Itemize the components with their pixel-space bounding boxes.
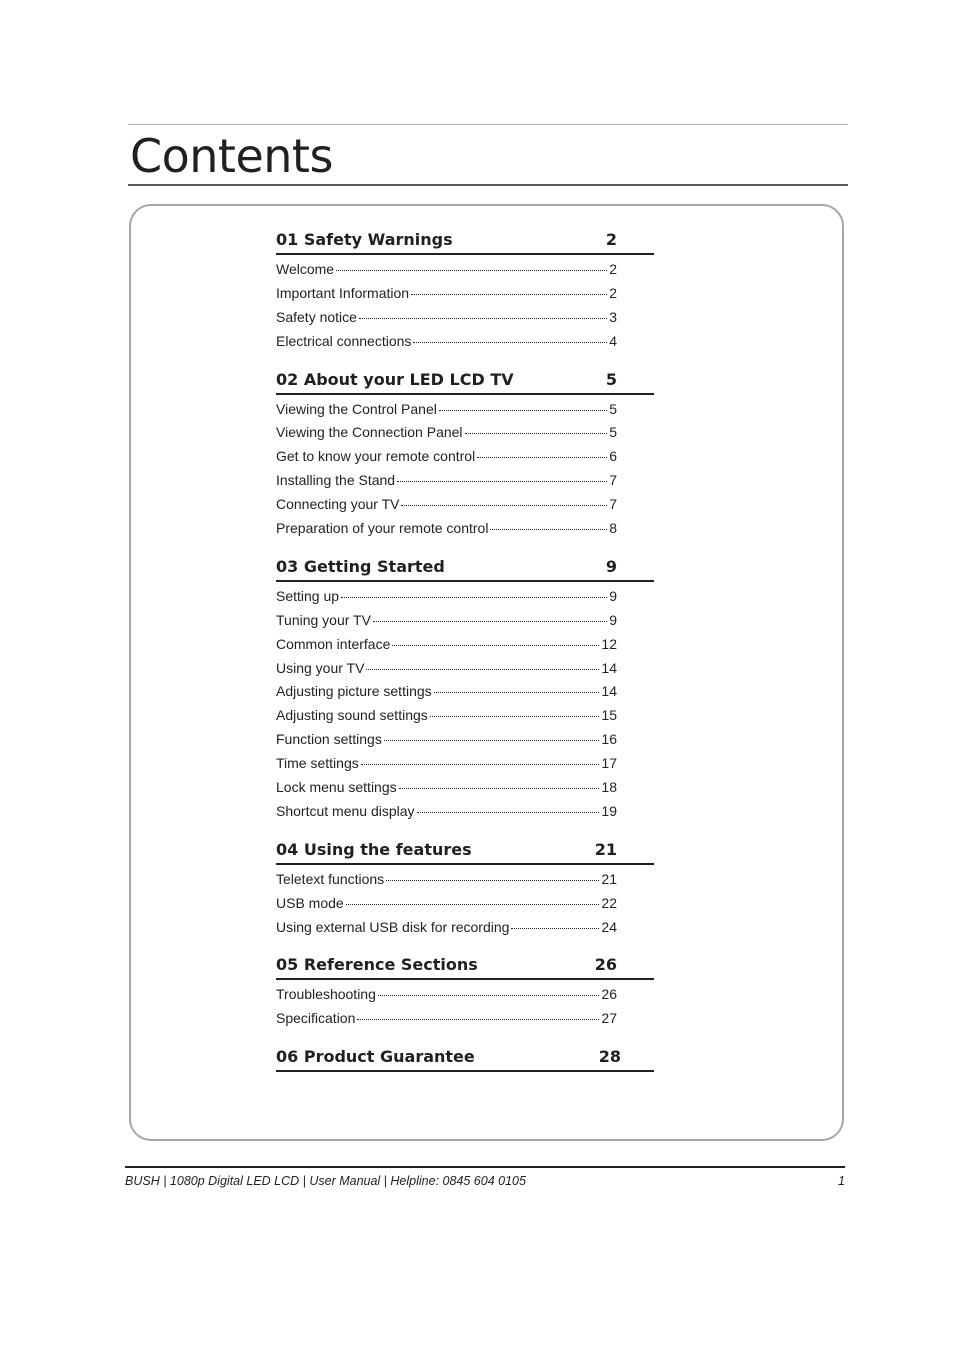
toc-section [276,954,654,1034]
dot-leader [490,529,607,530]
entry-page-number: 26 [601,986,617,1003]
dot-leader [411,294,607,295]
section-heading[interactable] [276,229,654,255]
toc-section [276,1046,654,1072]
toc-section [276,369,654,544]
dot-leader [465,433,608,434]
toc-entry[interactable] [276,612,617,636]
toc-entry[interactable] [276,496,617,520]
dot-leader [359,318,607,319]
entry-label: Common interface [276,635,391,652]
entry-label: Function settings [276,731,382,748]
entry-label: Adjusting picture settings [276,683,432,700]
section-title: 01 Safety Warnings [276,230,453,249]
dot-leader [392,645,599,646]
toc-entry[interactable] [276,285,617,309]
dot-leader [336,270,607,271]
table-of-contents [276,229,654,1084]
entry-label: Using your TV [276,659,365,676]
entry-page-number: 9 [609,587,617,604]
section-page-number: 2 [605,230,617,249]
entry-page-number: 9 [609,611,617,628]
dot-leader [477,457,607,458]
entry-page-number: 5 [609,400,617,417]
entry-page-number: 14 [601,683,617,700]
entry-label: Important Information [276,284,410,301]
entry-label: Shortcut menu display [276,802,415,819]
section-page-number: 28 [598,1047,621,1067]
entry-label: Using external USB disk for recording [276,918,510,935]
entry-label: Specification [276,1010,356,1027]
entry-label: Installing the Stand [276,472,396,489]
entry-label: Viewing the Control Panel [276,400,437,417]
dot-leader [511,928,599,929]
section-heading[interactable] [276,1046,654,1072]
dot-leader [357,1019,599,1020]
toc-entry[interactable] [276,707,617,731]
toc-entry[interactable] [276,309,617,333]
dot-leader [413,342,607,343]
toc-entry[interactable] [276,986,617,1010]
toc-entry[interactable] [276,803,617,827]
entry-label: Tuning your TV [276,611,371,628]
dot-leader [399,788,600,789]
entry-label: Teletext functions [276,870,385,887]
section-page-number: 9 [605,556,617,576]
section-title: 04 Using the features [276,839,472,859]
entry-page-number: 2 [609,261,617,277]
section-entries [276,871,654,943]
section-heading[interactable] [276,839,654,865]
section-title: 06 Product Guarantee [276,1047,475,1067]
section-entries [276,401,654,544]
entry-page-number: 7 [609,472,617,489]
entry-page-number: 12 [601,635,617,652]
entry-label: Connecting your TV [276,496,400,513]
entry-label: Setting up [276,587,340,604]
entry-label: Welcome [276,261,335,277]
section-entries [276,588,654,827]
toc-entry[interactable] [276,588,617,612]
dot-leader [434,692,600,693]
section-page-number: 5 [605,369,617,389]
entry-label: Safety notice [276,308,357,325]
section-heading[interactable] [276,369,654,395]
title-underline [128,184,848,186]
section-title: 05 Reference Sections [276,955,478,975]
toc-entry[interactable] [276,1010,617,1034]
toc-entry[interactable] [276,636,617,660]
section-title: 03 Getting Started [276,556,445,576]
header-rule [128,124,848,125]
section-page-number: 21 [594,839,617,859]
toc-entry[interactable] [276,895,617,919]
entry-page-number: 4 [609,332,617,349]
section-entries [276,986,654,1034]
toc-entry[interactable] [276,871,617,895]
entry-page-number: 3 [609,308,617,325]
page-title: Contents [130,129,333,183]
toc-entry[interactable] [276,919,617,943]
dot-leader [386,880,599,881]
entry-page-number: 22 [601,894,617,911]
section-entries [276,261,654,357]
entry-page-number: 5 [609,424,617,441]
toc-entry[interactable] [276,333,617,357]
entry-page-number: 15 [601,707,617,724]
dot-leader [397,481,607,482]
entry-label: Time settings [276,755,359,772]
footer-rule [125,1166,845,1168]
entry-page-number: 27 [601,1010,617,1027]
entry-page-number: 21 [601,870,617,887]
entry-page-number: 6 [609,448,617,465]
entry-page-number: 24 [601,918,617,935]
toc-entry[interactable] [276,731,617,755]
dot-leader [439,410,607,411]
section-page-number: 26 [594,955,617,975]
entry-label: Troubleshooting [276,986,376,1003]
entry-label: Lock menu settings [276,779,397,796]
entry-label: Get to know your remote control [276,448,476,465]
dot-leader [341,597,607,598]
entry-label: Viewing the Connection Panel [276,424,463,441]
section-heading[interactable] [276,556,654,582]
entry-page-number: 8 [609,520,617,537]
dot-leader [430,716,600,717]
entry-page-number: 18 [601,779,617,796]
entry-label: Adjusting sound settings [276,707,428,724]
entry-page-number: 17 [601,755,617,772]
toc-entry[interactable] [276,660,617,684]
dot-leader [361,764,600,765]
toc-entry[interactable] [276,779,617,803]
entry-label: Electrical connections [276,332,412,349]
toc-entry[interactable] [276,424,617,448]
entry-label: USB mode [276,894,344,911]
toc-section [276,839,654,943]
footer-text: BUSH | 1080p Digital LED LCD | User Manual | Helpline: 0845 604 0105 [125,1174,526,1188]
entry-page-number: 2 [609,284,617,301]
dot-leader [346,904,600,905]
entry-page-number: 14 [601,659,617,676]
dot-leader [417,812,600,813]
entry-page-number: 16 [601,731,617,748]
toc-entry[interactable] [276,448,617,472]
footer-page-number: 1 [838,1174,845,1188]
entry-page-number: 19 [601,802,617,819]
toc-entry[interactable] [276,755,617,779]
dot-leader [373,621,607,622]
section-title: 02 About your LED LCD TV [276,369,514,389]
toc-entry[interactable] [276,472,617,496]
toc-entry[interactable] [276,520,617,544]
toc-section [276,556,654,827]
dot-leader [366,669,599,670]
toc-section [276,229,654,357]
dot-leader [378,995,600,996]
section-heading[interactable] [276,954,654,980]
dot-leader [384,740,600,741]
entry-page-number: 7 [609,496,617,513]
toc-entry[interactable] [276,683,617,707]
dot-leader [401,505,607,506]
entry-label: Preparation of your remote control [276,520,489,537]
toc-entry[interactable] [276,401,617,425]
toc-entry[interactable] [276,261,617,285]
